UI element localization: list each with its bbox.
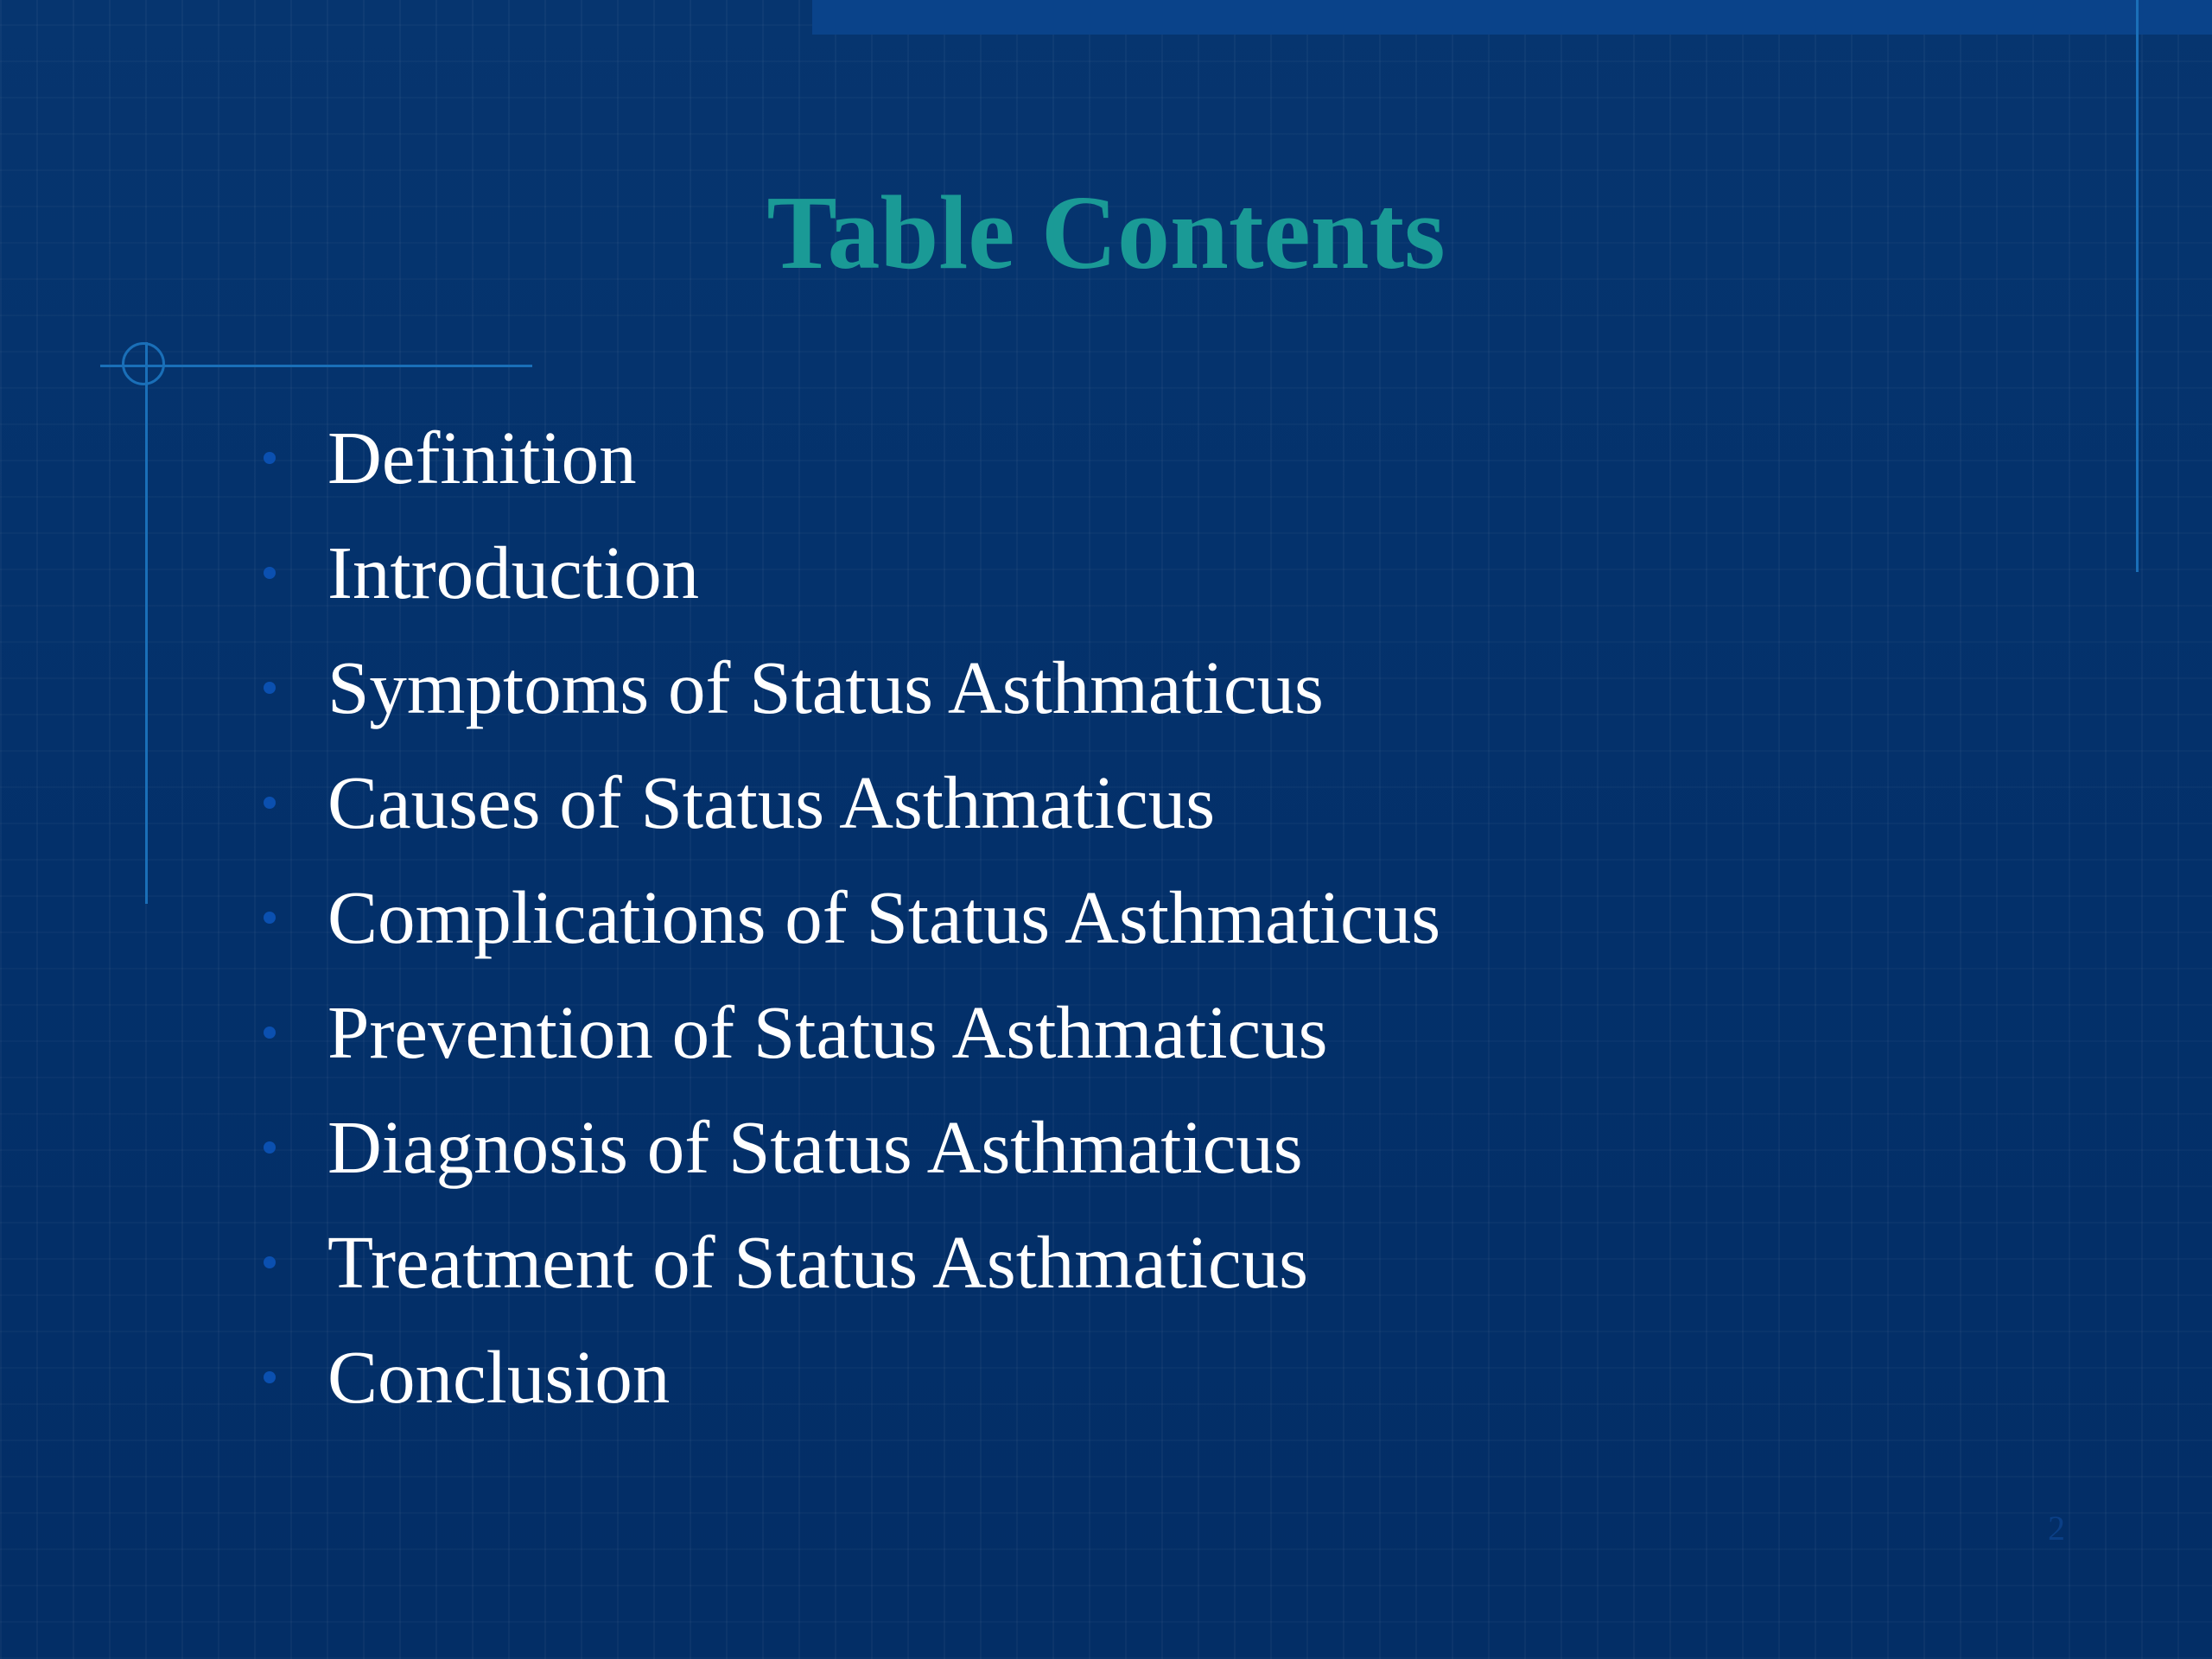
list-item xyxy=(259,1090,1440,1205)
list-item-label: Diagnosis of Status Asthmaticus xyxy=(327,1104,1303,1189)
top-accent-bar xyxy=(812,0,2212,35)
list-item-label: Treatment of Status Asthmaticus xyxy=(327,1219,1308,1304)
bullet-icon xyxy=(264,1371,276,1383)
bullet-icon xyxy=(264,797,276,809)
crosshair-circle-icon xyxy=(122,342,165,385)
bullet-icon xyxy=(264,1256,276,1268)
list-item xyxy=(259,1205,1440,1319)
list-item-label: Complications of Status Asthmaticus xyxy=(327,874,1441,959)
list-item xyxy=(259,975,1440,1090)
bullet-icon xyxy=(264,1027,276,1039)
list-item-label: Conclusion xyxy=(327,1334,671,1419)
left-vertical-rule xyxy=(145,342,148,904)
list-item xyxy=(259,1319,1440,1434)
bullet-icon xyxy=(264,1141,276,1154)
list-item-label: Prevention of Status Asthmaticus xyxy=(327,989,1328,1074)
slide-title: Table Contents xyxy=(766,175,1446,291)
bullet-icon xyxy=(264,912,276,924)
left-horizontal-rule xyxy=(100,365,532,367)
list-item-label: Definition xyxy=(327,415,637,499)
bullet-icon xyxy=(264,682,276,694)
list-item xyxy=(259,860,1440,975)
list-item xyxy=(259,515,1440,630)
list-item-label: Symptoms of Status Asthmaticus xyxy=(327,645,1324,729)
table-of-contents-list xyxy=(259,400,1440,1434)
list-item xyxy=(259,745,1440,860)
page-number: 2 xyxy=(2048,1509,2065,1548)
bullet-icon xyxy=(264,452,276,464)
list-item xyxy=(259,400,1440,515)
list-item xyxy=(259,630,1440,745)
list-item-label: Introduction xyxy=(327,530,700,614)
list-item-label: Causes of Status Asthmaticus xyxy=(327,760,1216,844)
bullet-icon xyxy=(264,567,276,579)
